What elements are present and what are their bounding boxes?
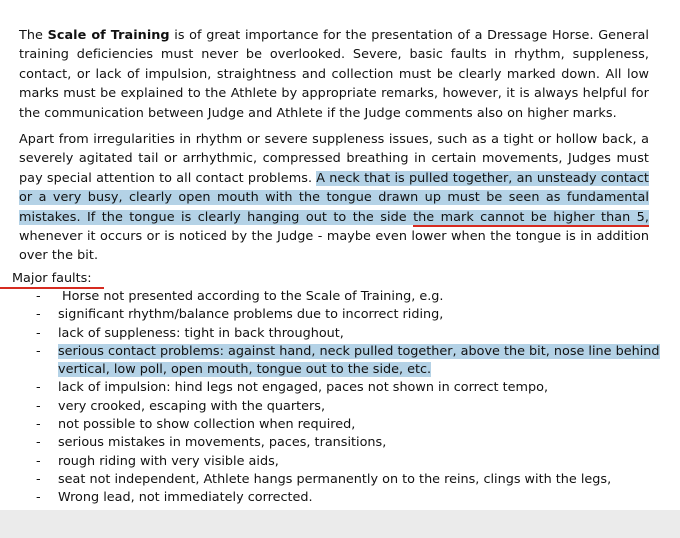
bottom-margin-band xyxy=(0,510,680,538)
list-dash: - xyxy=(36,398,41,414)
list-dash: - xyxy=(36,289,41,304)
list-item xyxy=(36,343,676,380)
p2-highlight-underlined: the mark cannot be higher than 5, xyxy=(413,209,649,225)
list-item xyxy=(36,288,676,306)
paragraph-contact-problems xyxy=(19,130,649,266)
list-dash: - xyxy=(36,380,41,396)
p2-highlight-a: A neck that is pulled together, xyxy=(316,170,517,186)
list-dash: - xyxy=(36,343,41,359)
p1-rest: is of great importance for the presentation of a Dressage Horse. General training deficiencies must never be overlooked. Severe, basic faults in rhythm, suppleness, contact, or lack of impulsion, straightness and collection must be clearly marked down. All low marks must be explained to the Athlete by appropriate remarks, however, it is always helpful for the communication between Judge and Athlete if the Judge comments also on higher marks. xyxy=(19,28,649,121)
list-item-text: lack of impulsion: hind legs not engaged, paces not shown in correct tempo, xyxy=(58,380,549,396)
paragraph-scale-of-training xyxy=(19,26,649,123)
list-item-text: Wrong lead, not immediately corrected. xyxy=(58,490,313,506)
list-item xyxy=(36,416,676,434)
major-faults-heading: Major faults: xyxy=(12,271,92,286)
list-item xyxy=(36,471,676,489)
list-item-text-highlight-b: together, above the bit, nose line behind vertical, low poll, open mouth, tongue out to the side, etc. xyxy=(58,343,660,378)
p2-highlight-b: an unsteady contact or a very busy, clearly open mouth with the tongue drawn up must be seen as fundamental mistakes. If the tongue is clearly hanging out to the side xyxy=(19,170,649,225)
list-dash: - xyxy=(36,453,41,469)
list-item-text: not possible to show collection when required, xyxy=(58,417,356,433)
major-faults-list xyxy=(36,288,676,508)
list-item-text: very crooked, escaping with the quarters, xyxy=(58,398,326,414)
p1-intro: The xyxy=(19,28,48,43)
list-item xyxy=(36,453,676,471)
list-item-text: significant rhythm/balance problems due to incorrect riding, xyxy=(58,307,444,323)
list-item xyxy=(36,325,676,343)
list-item xyxy=(36,379,676,397)
list-item xyxy=(36,489,676,507)
list-dash: - xyxy=(36,417,41,433)
list-dash: - xyxy=(36,471,41,487)
list-item-text: lack of suppleness: tight in back throughout, xyxy=(58,325,344,341)
list-item-text: seat not independent, Athlete hangs permanently on to the reins, clings with the legs, xyxy=(58,471,612,487)
list-item-text: serious mistakes in movements, paces, transitions, xyxy=(58,435,387,451)
list-dash: - xyxy=(36,325,41,341)
p1-bold-term: Scale of Training xyxy=(47,28,170,43)
list-item xyxy=(36,306,676,324)
list-item-text-highlight-a: serious contact problems: against hand, neck pulled xyxy=(58,343,398,359)
list-dash: - xyxy=(36,307,41,323)
p2-plain-end: whenever it occurs or is noticed by the Judge - maybe even lower when the tongue is in addition over the bit. xyxy=(19,229,649,264)
list-dash: - xyxy=(36,490,41,506)
p2-plain-start: Apart from irregularities in rhythm or severe suppleness issues, such as a tight or hollow back, a severely agitated tail or arrhythmic, compressed breathing in certain movements, Judges must pay special attention to all contact problems. xyxy=(19,132,649,186)
list-dash: - xyxy=(36,435,41,451)
list-item xyxy=(36,434,676,452)
list-item xyxy=(36,398,676,416)
list-item-text: Horse not presented according to the Scale of Training, e.g. xyxy=(62,289,444,304)
list-item-text: rough riding with very visible aids, xyxy=(58,453,279,469)
